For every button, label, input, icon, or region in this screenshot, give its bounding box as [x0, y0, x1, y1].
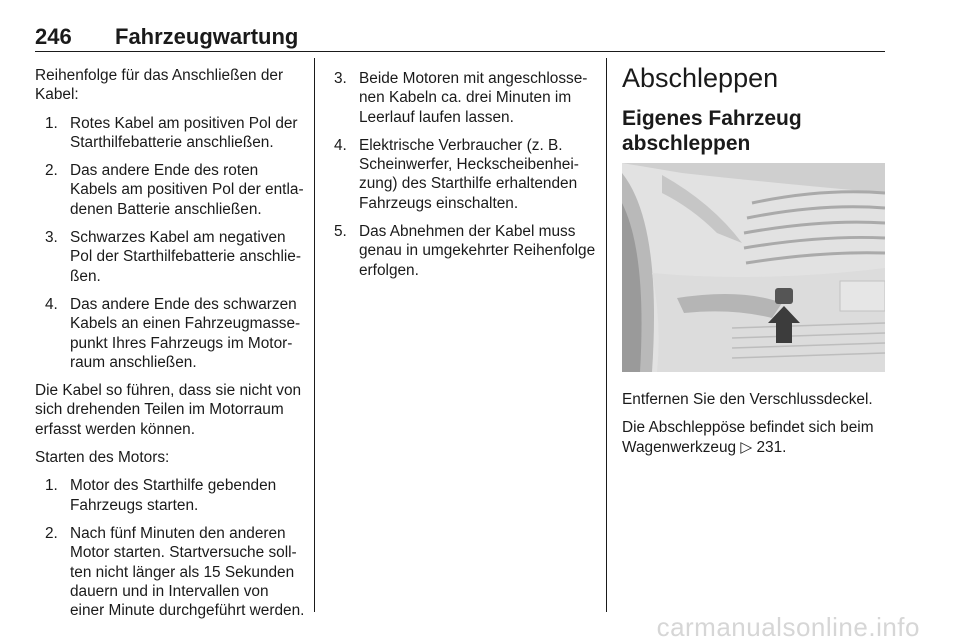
page-reference[interactable]: 231.	[756, 438, 787, 456]
running-title: Fahrzeugwartung	[115, 24, 299, 49]
column-divider-2	[606, 58, 607, 612]
connection-intro: Reihenfolge für das Anschließen der Kabel:	[35, 67, 284, 104]
list-item: 5. Das Abnehmen der Kabel muss genau in umgekehrter Reihenfolge erfolgen.	[334, 223, 596, 279]
list-item: 1. Motor des Starthilfe gebenden Fahrzeugs starten.	[45, 477, 277, 514]
tow-eye-location: Die Abschleppöse befindet sich beim Wagenwerkzeug ▷ 231.	[622, 419, 874, 456]
list-item: 4. Elektrische Verbraucher (z. B. Scheinwerfer, Heckscheibenheizung) des Starthilfe erhaltenden Fahrzeugs einschalten.	[334, 136, 579, 212]
connection-steps	[45, 114, 305, 373]
list-item: 2. Nach fünf Minuten den anderen Motor starten. Startversuche sollten nicht länger als 15 Sekunden dauern und in Intervallen von einer Minute durchgeführt werden.	[45, 524, 305, 620]
header-rule	[35, 51, 885, 52]
subsection-heading: Eigenes Fahrzeug abschleppen	[622, 107, 802, 155]
remove-cover-instruction: Entfernen Sie den Verschlussdeckel.	[622, 391, 873, 408]
page-number: 246	[35, 24, 72, 49]
column-3	[622, 390, 890, 466]
continued-steps	[334, 69, 596, 280]
list-item: 3. Schwarzes Kabel am negativen Pol der Starthilfebatterie anschließen.	[45, 229, 301, 285]
start-intro: Starten des Motors:	[35, 449, 170, 467]
page-reference-icon: ▷	[740, 438, 753, 456]
list-item: 2. Das andere Ende des roten Kabels am positiven Pol der entladenen Batterie anschließen.	[45, 162, 304, 218]
start-steps	[45, 476, 305, 620]
cable-routing-paragraph: Die Kabel so führen, dass sie nicht von sich drehenden Teilen im Motorraum erfasst werden können.	[35, 382, 302, 438]
watermark: carmanualsonline.info	[656, 612, 920, 642]
column-divider-1	[314, 58, 315, 612]
section-heading: Abschleppen	[622, 63, 779, 93]
list-item: 4. Das andere Ende des schwarzen Kabels an einen Fahrzeugmassepunkt Ihres Fahrzeugs im Motorraum anschließen.	[45, 295, 301, 371]
column-1	[35, 66, 305, 629]
front-bumper-illustration	[622, 163, 885, 372]
column-2	[334, 69, 596, 289]
list-item: 1. Rotes Kabel am positiven Pol der Starthilfebatterie anschließen.	[45, 114, 298, 151]
list-item: 3. Beide Motoren mit angeschlossenen Kabeln ca. drei Minuten im Leerlauf laufen lassen.	[334, 70, 588, 126]
page-header	[35, 24, 885, 54]
